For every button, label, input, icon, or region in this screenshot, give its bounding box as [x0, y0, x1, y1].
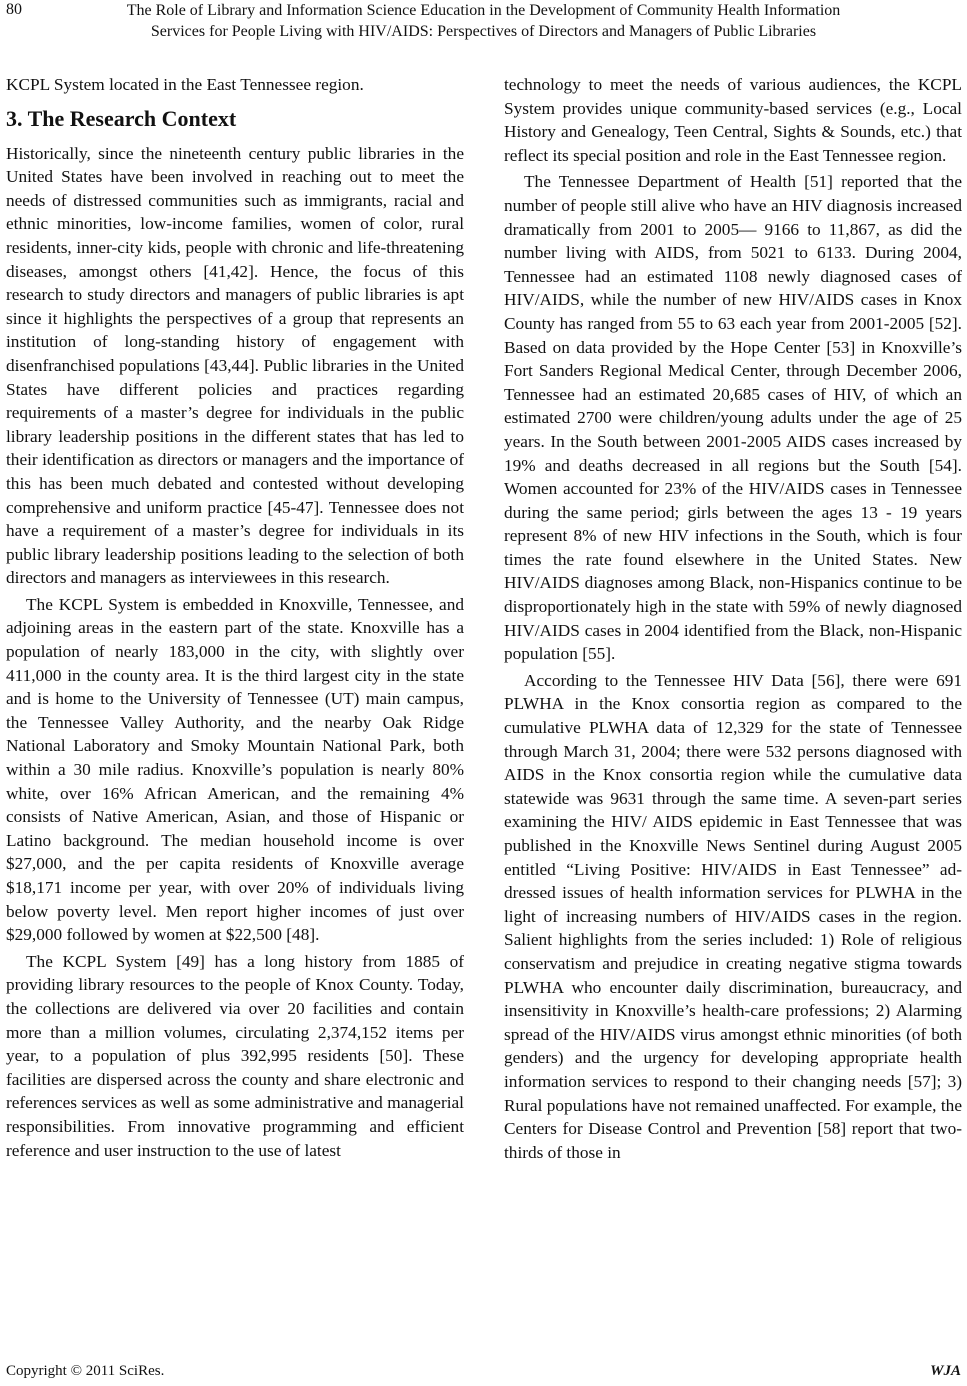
page-number: 80	[6, 1, 22, 18]
body-paragraph: The KCPL System [49] has a long history from 1885 of providing library resources to the people of Knox County. Today, the collections are delivered via over 20 facilities and contain more than a million volumes, circulating 2,374,152 items per year, to a population of plus 392,995 residents [50]. These facilities are dispersed across the county and share electronic and references services as well as some administrative and managerial responsibilities. From innovative programming and efficient reference and user instruction to the use of latest	[6, 951, 464, 1160]
footer-journal: WJA	[930, 1363, 961, 1379]
body-paragraph: The KCPL System is embedded in Knoxville, Tennessee, and adjoining areas in the eastern part of the state. Knoxville has a population of nearly 183,000 in the city, with slightly over 411,000 in the county area. It is the third largest city in the state and is home to the University of Tennessee (UT) main campus, the Tennessee Valley Authority, and the nearby Oak Ridge National Laboratory and Smoky Mountain National Park, both within a 30 mile radius. Knoxville’s population is nearly 80% white, over 16% African American, and the remaining 4% consists of Native American, Asian, and those of Hispanic or Latino background. The median household income is over $27,000, and the per capita residents of Knoxville average $18,171 income per year, with over 20% of individuals living below poverty level. Men report higher incomes of just over $29,000 followed by women at $22,500 [48].	[6, 594, 464, 945]
section-heading: 3. The Research Context	[6, 105, 237, 131]
body-paragraph: The Tennessee Department of Health [51] reported that the number of people still alive who have an HIV diagnosis increased dramatically from 2001 to 2005— 9166 to 11,867, as did the number living with AIDS, from 5021 to 6133. During 2004, Tennessee had an estimated 1108 newly diagnosed cases of HIV/AIDS, while the number of new HIV/AIDS cases in Knox County has ranged from 55 to 63 each year from 2001-2005 [52]. Based on data provided by the Hope Center [53] in Knoxville’s Fort Sanders Regional Medical Center, through December 2006, Tennessee had an estimated 20,685 cases of HIV, of which an estimated 2700 were children/young adults under the age of 25 years. In the South between 2001-2005 AIDS cases increased by 19% and deaths decreased in all regions but the South [54]. Women accounted for 23% of the HIV/AIDS cases in Tennessee during the same period; girls between the ages 13 - 19 years represent 8% of new HIV infections in the South, which is four times the rate found elsewhere in the United States. New HIV/AIDS diagnoses among Black, non-Hispanics continue to be disproportionately high in the state with 59% of newly diagnosed HIV/AIDS cases in 2004 identified from the Black, non-Hispanic population [55].	[504, 172, 962, 664]
right-column	[504, 73, 962, 1164]
left-column	[6, 73, 464, 1162]
body-paragraph: technology to meet the needs of various audiences, the KCPL System provides unique community-based services (e.g., Local History and Genealogy, Teen Central, Sights & Sounds, etc.) that reflect its special position and role in the East Tennessee region.	[504, 75, 962, 165]
running-header	[60, 0, 907, 42]
body-paragraph: According to the Tennessee HIV Data [56], there were 691 PLWHA in the Knox consortia region as compared to the cumulative PLWHA data of 12,329 for the state of Tennessee through March 31, 2004; there were 532 persons diagnosed with AIDS in the Knox consortia region while the cumulative data statewide was 9631 through the same time. A seven-part series examining the HIV/ AIDS epidemic in East Tennessee that was published in the Knoxville News Sentinel during August 2005 entitled “Living Positive: HIV/AIDS in East Tennessee” addressed issues of health information services for PLWHA in the light of increasing numbers of HIV/AIDS cases in the region. Salient highlights from the series included: 1) Role of religious conservatism and prejudice in creating negative stigma towards PLWHA who encounter daily discrimination, bureaucracy, and insensitivity in Knoxville’s health-care professions; 2) Alarming spread of the HIV/AIDS virus amongst ethnic minorities (of both genders) and the urgency for developing appropriate health information services to respond to their changing needs [57]; 3) Rural populations have not remained unaffected. For example, the Centers for Disease Control and Prevention [58] report that two-thirds of those in	[504, 670, 962, 1162]
body-paragraph: Historically, since the nineteenth century public libraries in the United States have been involved in reaching out to meet the needs of distressed communities such as immigrants, racial and ethnic minorities, low-income families, women of color, rural residents, inner-city kids, people with chronic and life-threatening diseases, amongst others [41,42]. Hence, the focus of this research to study directors and managers of public libraries is apt since it highlights the perspectives of a group that represents an institution of long-standing history of engagement with disenfranchised populations [43,44]. Public libraries in the United States have different policies and practices regarding requirements of a master’s degree for individuals in the public library leadership positions in the different states that has led to their identification as directors or managers and the importance of this has been much debated and contested without developing comprehensive and uniform practice [45-47]. Tennessee does not have a requirement of a master’s degree for individuals in its public library leadership positions leading to the selection of both directors and managers as interviewees in this research.	[6, 143, 464, 588]
carryover-paragraph: KCPL System located in the East Tennessee region.	[6, 75, 364, 94]
footer-copyright: Copyright © 2011 SciRes.	[6, 1363, 165, 1379]
running-header-line-2: Services for People Living with HIV/AIDS: Perspectives of Directors and Managers of Public Libraries	[150, 23, 817, 40]
running-header-line-1: The Role of Library and Information Science Education in the Development of Community Health Information	[126, 2, 841, 19]
